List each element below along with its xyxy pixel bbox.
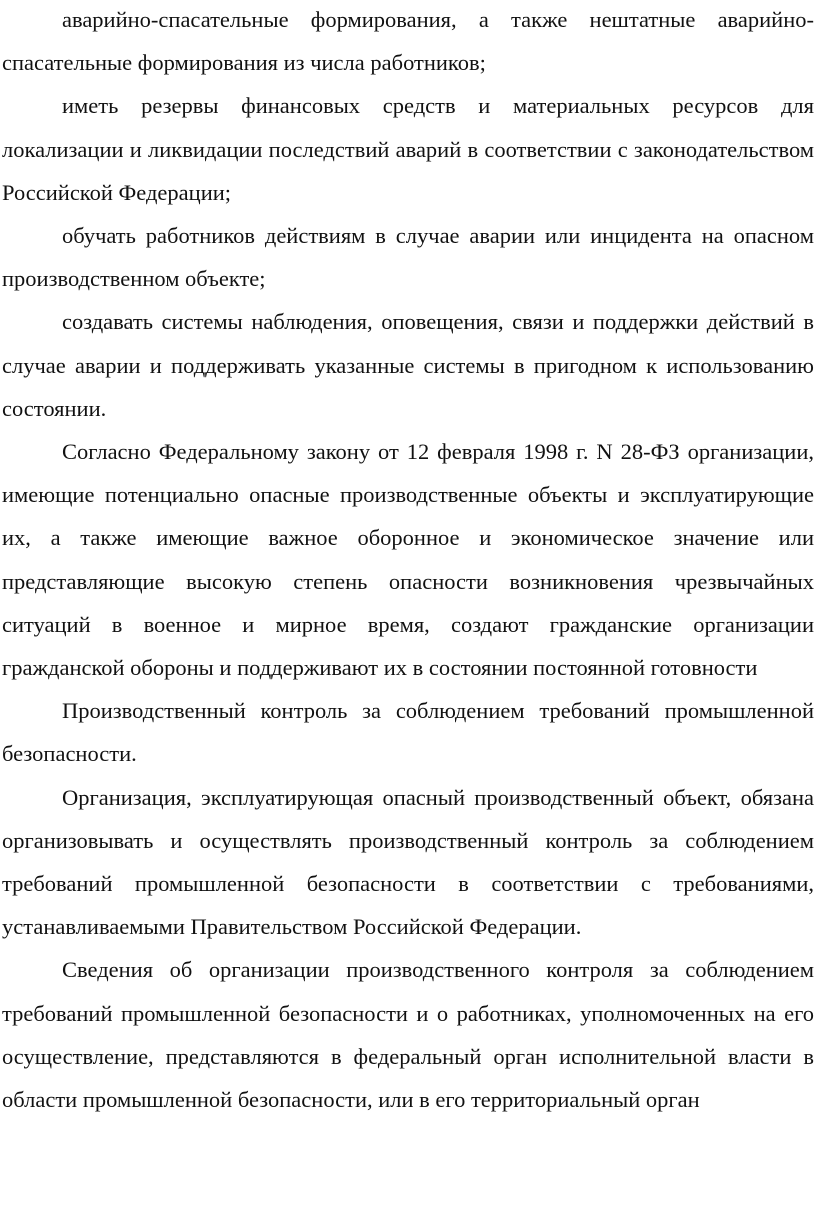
paragraph-2: иметь резервы финансовых средств и материальных ресурсов для локализации и ликвидации последствий аварий в соответствии с законодательством Российской Федерации; [2, 93, 814, 205]
paragraph-6: Производственный контроль за соблюдением требований промышленной безопасности. [2, 698, 814, 767]
paragraph-1: аварийно-спасательные формирования, а также нештатные аварийно-спасательные формирования из числа работников; [2, 7, 814, 76]
paragraph-8: Сведения об организации производственного контроля за соблюдением требований промышленной безопасности и о работниках, уполномоченных на его осуществление, представляются в федеральный орган исполнительной власти в области промышленной безопасности, или в его территориальный орган [2, 957, 814, 1113]
paragraph-7: Организация, эксплуатирующая опасный производственный объект, обязана организовывать и осуществлять производственный контроль за соблюдением требований промышленной безопасности в соответствии с требованиями, устанавливаемыми Правительством Российской Федерации. [2, 784, 814, 940]
paragraph-3: обучать работников действиям в случае аварии или инцидента на опасном производственном объекте; [2, 223, 814, 292]
paragraph-4: создавать системы наблюдения, оповещения, связи и поддержки действий в случае аварии и поддерживать указанные системы в пригодном к использованию состоянии. [2, 309, 814, 421]
paragraph-5: Согласно Федеральному закону от 12 февраля 1998 г. N 28-ФЗ организации, имеющие потенциально опасные производственные объекты и эксплуатирующие их, а также имеющие важное оборонное и экономическое значение или представляющие высокую степень опасности возникновения чрезвычайных ситуаций в военное и мирное время, создают гражданские организации гражданской обороны и поддерживают их в состоянии постоянной готовности [2, 439, 814, 681]
